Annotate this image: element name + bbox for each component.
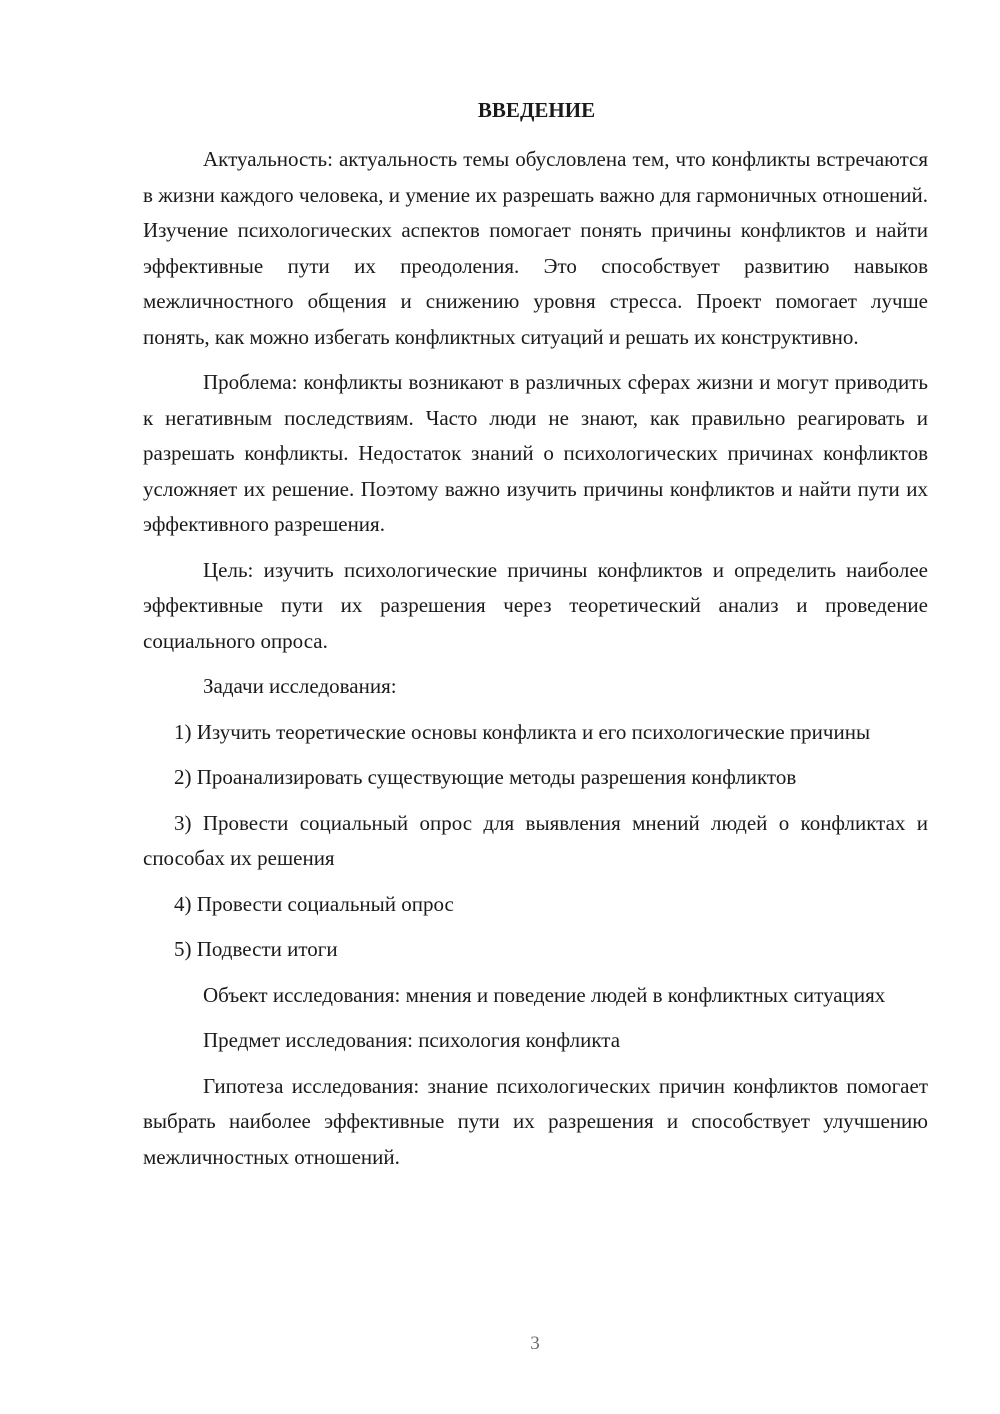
list-item: 3) Провести социальный опрос для выявления мнений людей о конфликтах и способах их решения <box>143 810 928 870</box>
paragraph-relevance: Актуальность: актуальность темы обусловлена тем, что конфликты встречаются в жизни каждого человека, и умение их разрешать важно для гармоничных отношений. Изучение психологических аспектов помогает понять причины конфликтов и найти эффективные пути их преодоления. Это способствует развитию навыков межличностного общения и снижению уровня стресса. Проект помогает лучше понять, как можно избегать конфликтных ситуаций и решать их конструктивно. <box>143 147 928 349</box>
page-number: 3 <box>530 1333 540 1354</box>
paragraph-subject: Предмет исследования: психология конфликта <box>203 1028 621 1052</box>
list-item: 4) Провести социальный опрос <box>174 891 454 916</box>
list-item: 1) Изучить теоретические основы конфликта и его психологические причины <box>174 719 871 744</box>
paragraph-hypothesis: Гипотеза исследования: знание психологических причин конфликтов помогает выбрать наиболее эффективные пути их разрешения и способствует улучшению межличностных отношений. <box>143 1073 928 1169</box>
list-item: 5) Подвести итоги <box>174 937 338 961</box>
paragraph-object: Объект исследования: мнения и поведение людей в конфликтных ситуациях <box>203 982 886 1007</box>
list-item: 2) Проанализировать существующие методы разрешения конфликтов <box>174 765 797 789</box>
document-page <box>143 92 928 1185</box>
paragraph-problem: Проблема: конфликты возникают в различных сферах жизни и могут приводить к негативным последствиям. Часто люди не знают, как правильно реагировать и разрешать конфликты. Недостаток знаний о психологических причинах конфликтов усложняет их решение. Поэтому важно изучить причины конфликтов и найти пути их эффективного разрешения. <box>143 370 928 536</box>
paragraph-goal: Цель: изучить психологические причины конфликтов и определить наиболее эффективные пути их разрешения через теоретический анализ и проведение социального опроса. <box>143 557 928 653</box>
paragraph-tasks-heading: Задачи исследования: <box>203 674 397 698</box>
page-title: ВВЕДЕНИЕ <box>477 98 596 122</box>
